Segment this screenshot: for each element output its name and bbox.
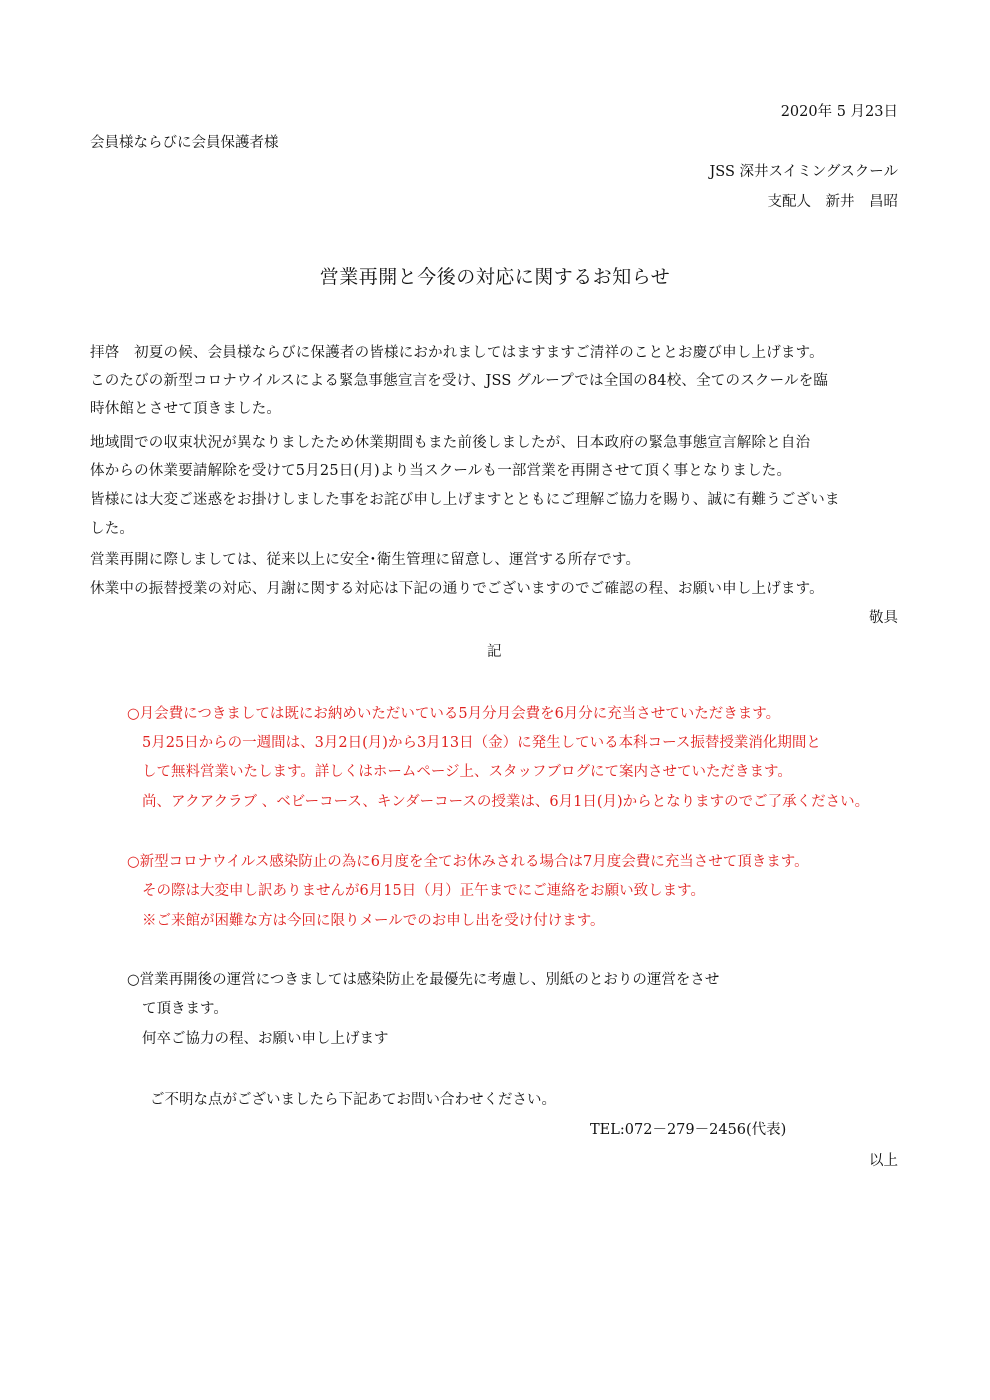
section1-line: 尚、アクアクラブ 、ベビーコース、キンダーコースの授業は、6月1日(月)からとなりますのでご了承ください。	[142, 794, 870, 810]
body-line: 営業再開に際しましては、従来以上に安全･衛生管理に留意し、運営する所存です。	[90, 552, 641, 568]
body-line: した。	[90, 521, 135, 537]
contact-note: ご不明な点がございましたら下記あてお問い合わせください。	[150, 1092, 556, 1108]
section2-line: ※ご来館が困難な方は今回に限りメールでのお申し出を受け付けます。	[142, 913, 605, 929]
section3-line: て頂きます。	[142, 1001, 228, 1017]
section3-line: 何卒ご協力の程、お願い申し上げます	[142, 1031, 389, 1047]
contact-telephone: TEL:072－279－2456(代表)	[590, 1122, 787, 1138]
section1-line: して無料営業いたします。詳しくはホームページ上、スタッフブログにて案内させていただきます。	[142, 764, 792, 780]
section2-line: その際は大変申し訳ありませんが6月15日（月）正午までにご連絡をお願い致します。	[142, 883, 706, 899]
section1-line: 5月25日からの一週間は、3月2日(月)から3月13日（金）に発生している本科コース振替授業消化期間と	[142, 735, 821, 751]
closing-keigu: 敬具	[869, 610, 898, 626]
sender-person: 支配人 新井 昌昭	[767, 194, 898, 210]
body-line: 地域間での収束状況が異なりましたため休業期間もまた前後しましたが、日本政府の緊急事態宣言解除と自治	[90, 435, 811, 451]
body-line: 拝啓 初夏の候、会員様ならびに保護者の皆様におかれましてはますますご清祥のこととお慶び申し上げます。	[90, 345, 824, 361]
document-date: 2020年 5 月23日	[780, 104, 898, 120]
body-line: 体からの休業要請解除を受けて5月25日(月)より当スクールも一部営業を再開させて頂く事となりました。	[90, 463, 792, 479]
document-title: 営業再開と今後の対応に関するお知らせ	[319, 266, 671, 288]
body-line: 休業中の振替授業の対応、月謝に関する対応は下記の通りでございますのでご確認の程、お願い申し上げます。	[90, 581, 824, 597]
closing-ijou: 以上	[869, 1153, 898, 1169]
recipient-line: 会員様ならびに会員保護者様	[90, 135, 279, 151]
section1-line: ○月会費につきましては既にお納めいただいている5月分月会費を6月分に充当させていただきます。	[127, 706, 781, 722]
body-line: 皆様には大変ご迷惑をお掛けしました事をお詫び申し上げますとともにご理解ご協力を賜り、誠に有難うございま	[90, 492, 840, 508]
section2-line: ○新型コロナウイルス感染防止の為に6月度を全てお休みされる場合は7月度会費に充当させて頂きます。	[127, 854, 809, 870]
ki-marker: 記	[487, 644, 502, 660]
section3-line: ○営業再開後の運営につきましては感染防止を最優先に考慮し、別紙のとおりの運営をさせ	[127, 972, 720, 988]
body-line: 時休館とさせて頂きました。	[90, 401, 282, 417]
sender-organization: JSS 深井スイミングスクール	[709, 164, 898, 180]
body-line: このたびの新型コロナウイルスによる緊急事態宣言を受け、JSS グループでは全国の84校、全てのスクールを臨	[90, 373, 829, 389]
